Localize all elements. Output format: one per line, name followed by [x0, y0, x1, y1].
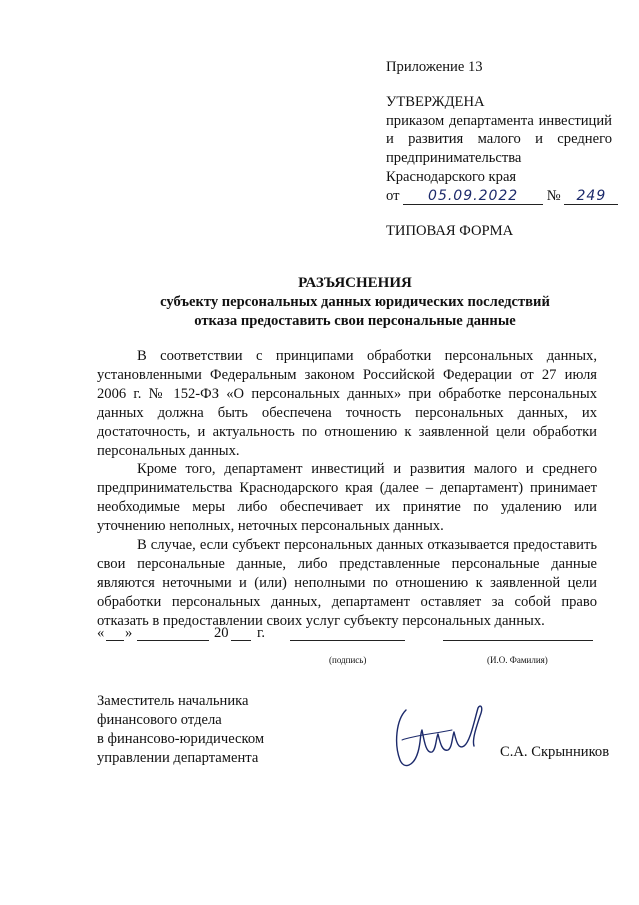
number-label: №: [546, 187, 561, 204]
approval-number-field: [564, 188, 618, 205]
official-line-3: в финансово-юридическом: [97, 730, 265, 747]
year-suffix: г.: [257, 625, 265, 641]
approval-date-number-line: [386, 187, 612, 206]
approval-line-1: приказом департамента инвестиций: [386, 112, 612, 129]
from-label: от: [386, 187, 400, 204]
year-blank: [231, 626, 251, 641]
form-type-label: ТИПОВАЯ ФОРМА: [386, 222, 514, 239]
approval-line-4: Краснодарского края: [386, 168, 517, 185]
official-line-2: финансового отдела: [97, 711, 222, 728]
body-paragraph-2: Кроме того, департамент инвестиций и развития малого и среднего предпринимательства Краснодарского края (далее – департамент) принимает необходимые меры либо обеспечивает их принятие по удалению или уточнению неполных, неточных персональных данных.: [97, 461, 597, 535]
approval-date-field: [403, 188, 543, 205]
title-sub-2: отказа предоставить свои персональные данные: [194, 313, 516, 329]
approval-number-handwritten: 249: [576, 187, 607, 204]
handwritten-signature: [392, 700, 492, 780]
document-title: [90, 273, 620, 331]
name-blank: [443, 626, 593, 641]
approval-line-2: и развития малого и среднего: [386, 131, 612, 148]
name-caption: (И.О. Фамилия): [487, 655, 548, 665]
approved-label: УТВЕРЖДЕНА: [386, 93, 485, 110]
signature-blank: [290, 626, 405, 641]
signature-row: [97, 625, 597, 675]
official-line-4: управлении департамента: [97, 749, 259, 766]
approval-line-3: предпринимательства: [386, 150, 522, 167]
approval-block: [386, 58, 612, 240]
official-block: [97, 692, 264, 768]
day-blank: [106, 626, 124, 641]
title-main: РАЗЪЯСНЕНИЯ: [298, 275, 412, 291]
approval-date-handwritten: 05.09.2022: [428, 187, 519, 204]
appendix-label: Приложение 13: [386, 59, 483, 75]
date-quote-open: «: [97, 625, 105, 641]
month-blank: [137, 626, 209, 641]
date-quote-close: »: [125, 625, 133, 641]
official-line-1: Заместитель начальника: [97, 693, 249, 709]
year-prefix: 20: [214, 625, 229, 641]
signature-caption: (подпись): [329, 655, 367, 665]
signer-name: С.А. Скрынников: [500, 744, 610, 760]
body-paragraph-3: В случае, если субъект персональных данных отказывается предоставить свои персональные данные, либо представленные персональные данные являются неточными и (или) неполными по отношению к заявленной цели обработки персональных данных, департамент оставляет за собой право отказать в предоставлении своих услуг субъекту персональных данных.: [97, 537, 597, 629]
body-paragraph-1: В соответствии с принципами обработки персональных данных, установленными Федеральным законом Российской Федерации от 27 июля 2006 г. № 152-ФЗ «О персональных данных» при обработке персональных данных должна быть обеспечена точность персональных данных, их достаточность, и актуальность по отношению к заявленной цели обработки персональных данных.: [97, 348, 597, 459]
document-body: [97, 347, 597, 631]
title-sub-1: субъекту персональных данных юридических последствий: [160, 294, 550, 310]
